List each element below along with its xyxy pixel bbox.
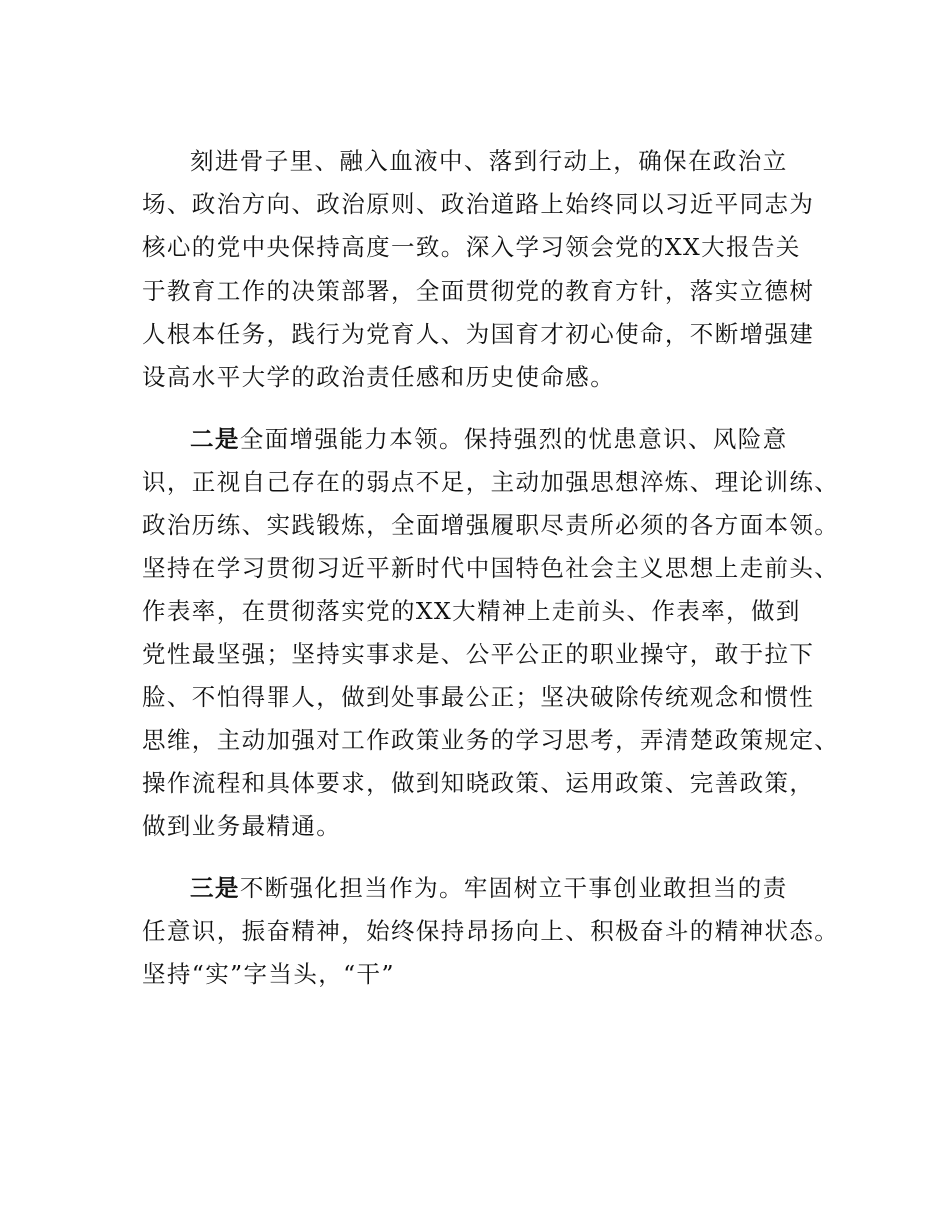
paragraph-1-line-5: 人根本任务，践行为党育人、为国育才初心使命，不断增强建 [142, 320, 815, 348]
paragraph-2-line-6: 党性最坚强；坚持实事求是、公平公正的职业操守，敢于拉下 [142, 640, 815, 668]
paragraph-2-line-1-text: 全面增强能力本领。保持强烈的忧患意识、风险意 [239, 425, 788, 453]
paragraph-1-line-3: 核心的党中央保持高度一致。深入学习领会党的XX大报告关 [142, 233, 801, 261]
paragraph-2-line-5: 作表率，在贯彻落实党的XX大精神上走前头、作表率，做到 [142, 597, 801, 625]
paragraph-3-line-1 [190, 873, 788, 903]
paragraph-3-line-3: 坚持“实”字当头，“干” [142, 960, 395, 988]
paragraph-2-line-7: 脸、不怕得罪人，做到处事最公正；坚决破除传统观念和惯性 [142, 683, 815, 711]
paragraph-2-line-4: 坚持在学习贯彻习近平新时代中国特色社会主义思想上走前头、 [142, 554, 840, 582]
paragraph-1-line-4: 于教育工作的决策部署，全面贯彻党的教育方针，落实立德树 [142, 277, 815, 305]
paragraph-3-line-2: 任意识，振奋精神，始终保持昂扬向上、积极奋斗的精神状态。 [142, 917, 840, 945]
paragraph-1-line-2: 场、政治方向、政治原则、政治道路上始终同以习近平同志为 [142, 190, 815, 218]
paragraph-1-line-1: 刻进骨子里、融入血液中、落到行动上，确保在政治立 [190, 147, 788, 175]
paragraph-2-line-3: 政治历练、实践锻炼，全面增强履职尽责所必须的各方面本领。 [142, 511, 840, 539]
paragraph-2-line-8: 思维，主动加强对工作政策业务的学习思考，弄清楚政策规定、 [142, 726, 840, 754]
paragraph-2-line-9: 操作流程和具体要求，做到知晓政策、运用政策、完善政策， [142, 769, 815, 797]
paragraph-2-line-2: 识，正视自己存在的弱点不足，主动加强思想淬炼、理论训练、 [142, 468, 840, 496]
paragraph-2-lead: 二是 [190, 425, 240, 453]
paragraph-3-lead: 三是 [190, 874, 240, 902]
paragraph-2-line-10: 做到业务最精通。 [142, 812, 342, 840]
paragraph-2-line-1 [190, 424, 788, 454]
paragraph-3-line-1-text: 不断强化担当作为。牢固树立干事创业敢担当的责 [239, 874, 788, 902]
paragraph-1-line-6: 设高水平大学的政治责任感和历史使命感。 [142, 363, 616, 391]
